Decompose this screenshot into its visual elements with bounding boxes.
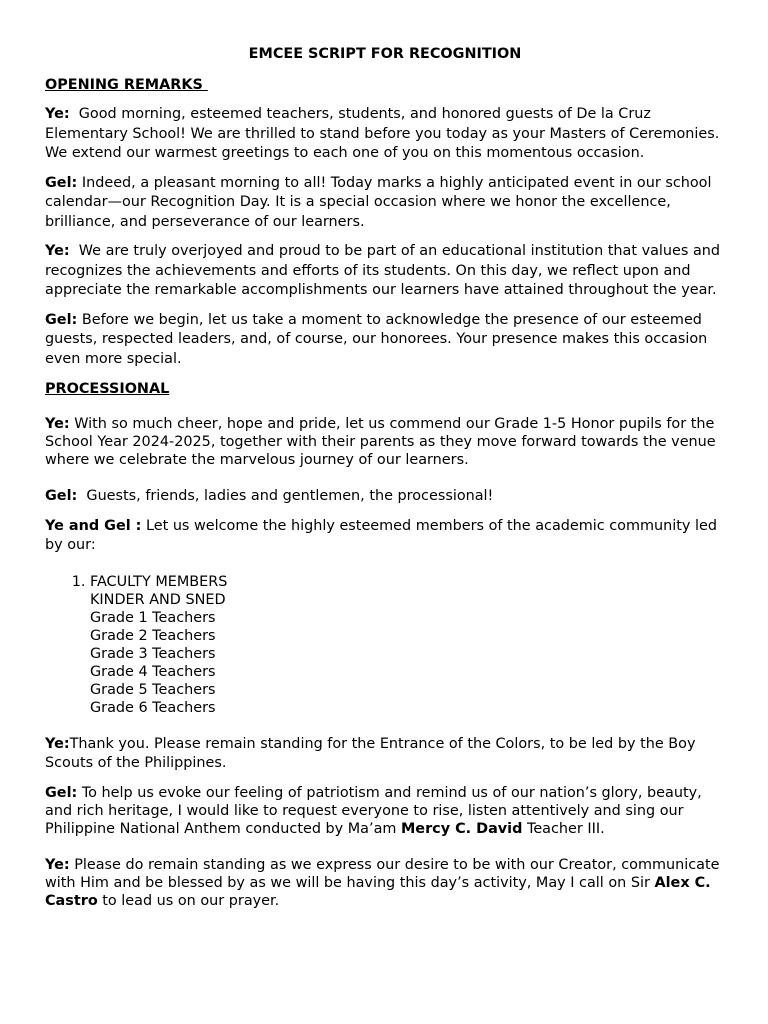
paragraph: [45, 311, 725, 370]
speaker-label: Gel:: [45, 174, 78, 191]
paragraph: [45, 784, 725, 838]
faculty-line: Grade 5 Teachers: [90, 681, 216, 698]
speaker-label: Gel:: [45, 311, 78, 328]
paragraph-text: to lead us on our prayer.: [97, 892, 280, 909]
person-name: Mercy C. David: [400, 820, 523, 837]
speaker-label: Gel:: [45, 784, 78, 801]
faculty-line: Grade 1 Teachers: [90, 609, 216, 626]
document-page: [45, 44, 725, 910]
paragraph: [45, 242, 725, 301]
paragraph-text: We are truly overjoyed and proud to be part of an educational institution that values and recognizes the achievements and efforts of its students. On this day, we reflect upon and appreciate the remarkable accomplishments our learners have attained throughout the year.: [45, 243, 725, 298]
paragraph-text: Before we begin, let us take a moment to acknowledge the presence of our esteemed guests, respected leaders, and, of course, our honorees. Your presence makes this occasion even more special.: [45, 311, 712, 367]
person-name: Alex C. Castro: [45, 874, 711, 909]
faculty-line: Grade 2 Teachers: [90, 627, 216, 644]
speaker-label: Ye:: [45, 106, 70, 122]
paragraph-text: To help us evoke our feeling of patriotism and remind us of our nation’s glory, beauty, and rich heritage, I would like to request everyone to rise, listen attentively and sing our Philippine National Anthem conducted by Ma’am: [45, 784, 707, 837]
speaker-label: Ye:: [45, 243, 70, 259]
faculty-line: KINDER AND SNED: [90, 591, 226, 608]
paragraph-text: Good morning, esteemed teachers, students, and honored guests of De la Cruz Elementary School! We are thrilled to stand before you today as your Masters of Ceremonies. We extend our warmest greetings to each one of you on this momentous occasion.: [45, 106, 724, 161]
paragraph-text: Thank you. Please remain standing for the Entrance of the Colors, to be led by the Boy Scouts of the Philippines.: [45, 735, 701, 771]
paragraph: [45, 415, 725, 469]
list-item: [90, 573, 725, 717]
faculty-line: Grade 3 Teachers: [90, 645, 216, 662]
paragraph: [45, 487, 725, 507]
paragraph: [45, 856, 725, 910]
paragraph-text: Indeed, a pleasant morning to all! Today marks a highly anticipated event in our school calendar—our Recognition Day. It is a special occasion where we honor the excellence, brilliance, and perseverance of our learners.: [45, 174, 717, 230]
speaker-label: Ye:: [45, 735, 70, 752]
paragraph: [45, 105, 725, 164]
paragraph-text: Guests, friends, ladies and gentlemen, the processional!: [77, 488, 494, 504]
speaker-label: Gel:: [45, 488, 78, 504]
speaker-label: Ye:: [45, 856, 70, 873]
paragraph-text: Please do remain standing as we express our desire to be with our Creator, communicate with Him and be blessed by as we will be having this day’s activity, May I call on Sir: [45, 856, 725, 891]
paragraph-text: Teacher III.: [522, 820, 605, 837]
speaker-label: Ye and Gel :: [45, 517, 142, 534]
paragraph: [45, 517, 725, 556]
faculty-line: Grade 4 Teachers: [90, 663, 216, 680]
paragraph-text: Let us welcome the highly esteemed members of the academic community led by our:: [45, 517, 722, 553]
page-title: EMCEE SCRIPT FOR RECOGNITION: [248, 46, 522, 62]
section-heading-processional: PROCESSIONAL: [45, 381, 170, 397]
faculty-line: 1. FACULTY MEMBERS: [90, 573, 228, 590]
paragraph-text: With so much cheer, hope and pride, let us commend our Grade 1-5 Honor pupils for the School Year 2024-2025, together with their parents as they move forward towards the venue where we celebrate the marvelous journey of our learners.: [45, 416, 721, 468]
speaker-label: Ye:: [45, 416, 70, 432]
faculty-list: [45, 573, 725, 717]
section-heading-opening: OPENING REMARKS: [45, 77, 208, 93]
paragraph: [45, 735, 725, 774]
faculty-line: Grade 6 Teachers: [90, 699, 216, 716]
paragraph: [45, 174, 725, 233]
